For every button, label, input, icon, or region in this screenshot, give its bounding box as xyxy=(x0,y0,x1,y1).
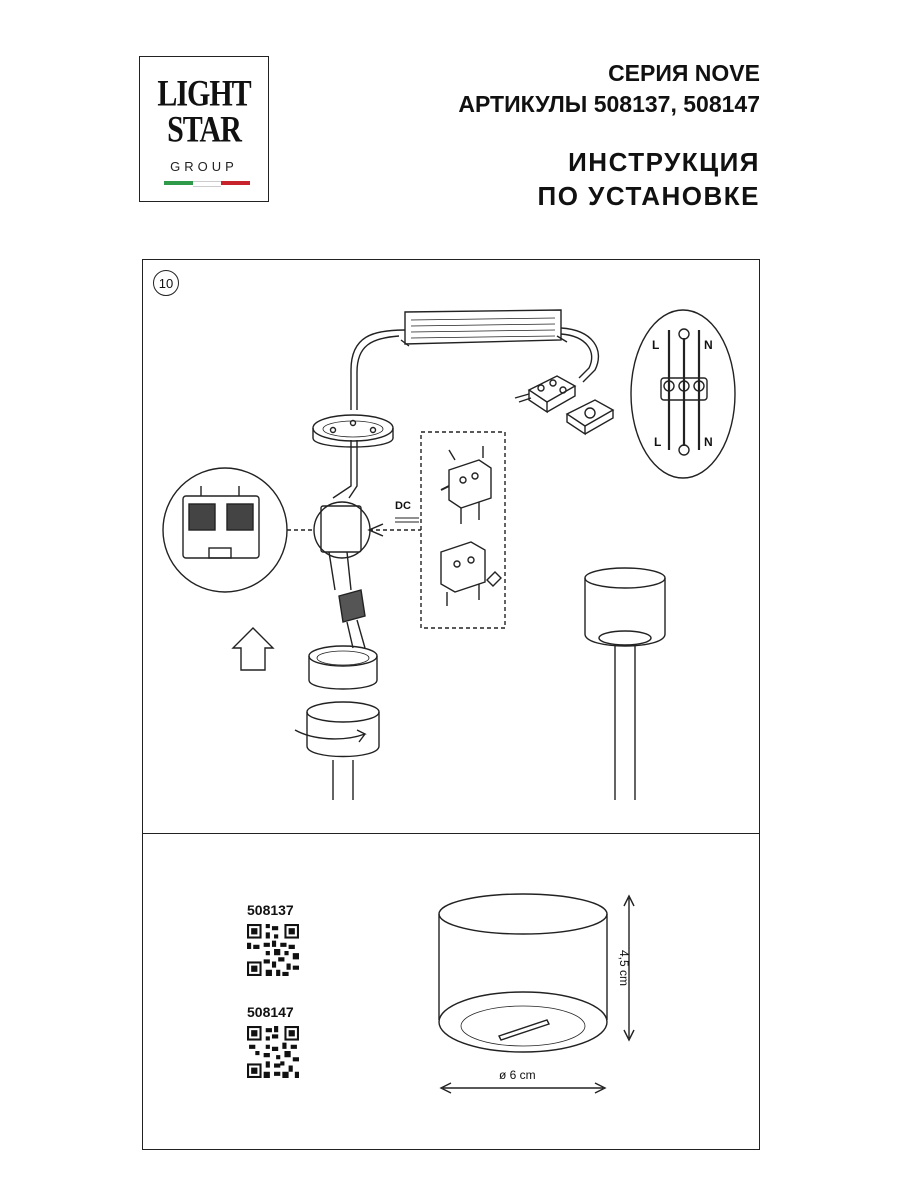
product-dimension-drawing xyxy=(439,894,607,1052)
terminal-block-icon xyxy=(515,376,575,412)
logo-line-3: GROUP xyxy=(170,159,238,174)
connector-detail-icon xyxy=(183,486,259,558)
rotate-arrow-icon xyxy=(295,730,365,742)
article-numbers: АРТИКУЛЫ 508137, 508147 xyxy=(458,91,760,117)
dc-label: DC xyxy=(395,500,411,512)
qr-code-icon xyxy=(247,924,299,976)
dc-symbol xyxy=(395,518,419,522)
italian-flag-stripe xyxy=(164,181,250,185)
terminal-label-l-top: L xyxy=(652,338,660,352)
title-line-2: ПО УСТАНОВКЕ xyxy=(537,181,760,211)
driver-cable xyxy=(351,330,405,410)
mains-cable xyxy=(561,328,598,382)
brand-logo xyxy=(139,56,269,202)
series-name: СЕРИЯ NOVE xyxy=(608,60,760,86)
terminal-detail-icon xyxy=(661,329,707,455)
luminaire-body-icon xyxy=(307,702,379,757)
product-code-2: 508147 xyxy=(247,1004,294,1020)
instruction-panel xyxy=(142,259,760,1150)
dc-connector-detail-1 xyxy=(441,446,491,524)
terminal-label-n-top: N xyxy=(704,338,713,352)
terminal-label-n-bottom: N xyxy=(704,435,713,449)
connector-zoom-circle xyxy=(163,468,287,592)
connector-wire xyxy=(333,440,351,498)
title-line-1: ИНСТРУКЦИЯ xyxy=(568,147,760,177)
led-driver-icon xyxy=(401,310,567,346)
logo-line-1: LIGHT xyxy=(157,72,251,114)
logo-line-2: STAR xyxy=(167,108,241,150)
terminal-cover-icon xyxy=(567,400,613,434)
dc-detail-box xyxy=(421,432,505,628)
ceiling-plate-icon xyxy=(313,415,393,447)
product-code-1: 508137 xyxy=(247,902,294,918)
installation-diagram xyxy=(143,260,761,1151)
mounted-fixture-icon xyxy=(585,568,665,800)
lower-cable xyxy=(333,760,353,800)
terminal-label-l-bottom: L xyxy=(654,435,662,449)
mounting-ring-icon xyxy=(309,646,377,689)
diameter-dimension-label: ø 6 cm xyxy=(499,1068,536,1082)
step-number-badge: 10 xyxy=(153,270,179,296)
qr-code-icon xyxy=(247,1026,299,1078)
connector-box-icon xyxy=(321,506,361,552)
height-dimension-label: 4,5 cm xyxy=(617,950,631,987)
up-arrow-icon xyxy=(233,628,273,670)
inline-connector-icon xyxy=(339,590,365,648)
series-block xyxy=(458,58,760,120)
document-title xyxy=(538,145,760,213)
dc-connector-detail-2 xyxy=(441,542,501,606)
